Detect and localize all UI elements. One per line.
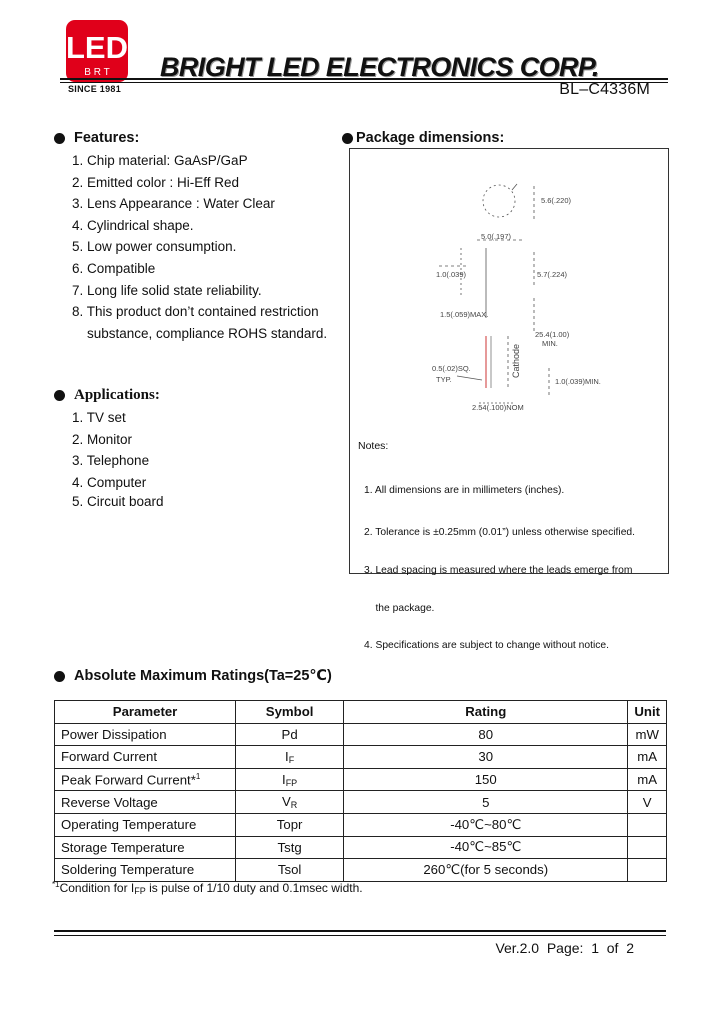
table-header-row [55,701,667,724]
rating-cell: 260℃(for 5 seconds) [344,859,628,882]
cathode-label: Cathode [511,343,521,378]
list-item: 1. TV set [72,410,126,425]
list-item: 2. Emitted color : Hi-Eff Red [72,174,240,190]
package-drawing [349,148,667,428]
svg-text:B R T: B R T [84,67,110,78]
symbol-cell: Topr [236,813,344,836]
bullet-icon [54,390,65,401]
unit-cell [628,859,667,882]
list-item: 4. Cylindrical shape. [72,217,194,233]
list-item: 1. Chip material: GaAsP/GaP [72,153,248,168]
package-title: Package dimensions: [356,130,505,146]
rating-cell: -40℃~80℃ [344,813,628,836]
notes-title: Notes: [358,440,389,452]
param-cell: Soldering Temperature [55,859,236,882]
unit-cell [628,813,667,836]
param-cell: Reverse Voltage [55,791,236,814]
dim-label: 2.54(.100)NOM [472,403,524,412]
unit-cell [628,836,667,859]
note-item: 2. Tolerance is ±0.25mm (0.01”) unless otherwise specified. [364,526,636,538]
rating-cell: 30 [344,746,628,769]
applications-title: Applications: [74,387,160,403]
company-name: BRIGHT LED ELECTRONICS CORP. [160,52,599,82]
rating-cell: 150 [344,768,628,791]
dim-label: 5.7(.224) [537,270,568,279]
table-row [55,859,667,882]
dim-label: 5.0(.197) [481,232,512,241]
list-item: 8. This product don’t contained restriction [72,304,319,320]
column-header: Parameter [55,701,236,724]
symbol-cell: $I_F$ [236,746,344,769]
lens-top-view [483,185,515,217]
bullet-icon [54,671,65,682]
features-list [72,150,327,344]
rating-cell: 80 [344,723,628,746]
table-row [55,723,667,746]
param-cell: Peak Forward Current*$^1$ [55,768,236,791]
footer-rule-thin [54,935,666,936]
header-rule [60,78,668,80]
rating-cell: 5 [344,791,628,814]
list-item: 3. Telephone [72,453,150,469]
ratings-heading [54,668,332,684]
symbol-cell: Pd [236,723,344,746]
dim-label: 1.0(.039)MIN. [555,377,601,386]
list-item: 7. Long life solid state reliability. [72,282,262,298]
list-item: substance, compliance ROHS standard. [72,325,328,341]
bullet-icon [54,133,65,144]
bullet-icon [342,133,353,144]
column-header: Unit [628,701,667,724]
symbol-cell: Tsol [236,859,344,882]
table-footnote: $^{*1}$Condition for $I_{FP}$ is pulse of 1/10 duty and 0.1msec width. [52,880,363,896]
applications-list [72,407,164,510]
param-cell: Forward Current [55,746,236,769]
list-item: 4. Computer [72,474,147,490]
table-row [55,813,667,836]
dim-label: 25.4(1.00) [535,330,570,339]
column-header: Symbol [236,701,344,724]
dim-label: 1.0(.039) [436,270,467,279]
dim-label: TYP. [436,375,452,384]
dim-label: MIN. [542,339,558,348]
svg-text:LED: LED [66,30,128,65]
table-row [55,836,667,859]
unit-cell: mA [628,746,667,769]
features-heading [54,130,139,146]
unit-cell: mW [628,723,667,746]
list-item: 5. Circuit board [72,494,164,510]
note-item: the package. [364,602,435,614]
ratings-table [54,700,667,882]
part-number: BL–C4336M [559,81,650,98]
param-cell: Power Dissipation [55,723,236,746]
column-header: Rating [344,701,628,724]
dim-label: 0.5(.02)SQ. [432,364,471,373]
dim-label: 5.6(.220) [541,196,572,205]
symbol-cell: $I_{FP}$ [236,768,344,791]
applications-heading [54,387,160,404]
list-item: 3. Lens Appearance : Water Clear [72,196,275,212]
list-item: 6. Compatible [72,260,156,276]
note-item: 1. All dimensions are in millimeters (inches). [364,485,565,497]
table-row [55,791,667,814]
param-cell: Operating Temperature [55,813,236,836]
company-logo [66,20,128,82]
rating-cell: -40℃~85℃ [344,836,628,859]
dim-label: 1.5(.059)MAX. [440,310,489,319]
note-item: 4. Specifications are subject to change without notice. [364,640,609,652]
footer-rule [54,930,666,932]
list-item: 2. Monitor [72,431,133,447]
unit-cell: V [628,791,667,814]
symbol-cell: Tstg [236,836,344,859]
features-title: Features: [74,130,140,146]
symbol-cell: $V_R$ [236,791,344,814]
unit-cell: mA [628,768,667,791]
page-indicator: Ver.2.0 Page: 1 of 2 [495,940,634,956]
table-row [55,768,667,791]
ratings-title: Absolute Maximum Ratings(Ta=25℃) [74,668,332,684]
notes-list [364,460,635,666]
table-row [55,746,667,769]
package-heading [342,130,504,146]
note-item: 3. Lead spacing is measured where the leads emerge from [364,564,633,576]
list-item: 5. Low power consumption. [72,239,237,255]
since-label: SINCE 1981 [68,84,122,94]
param-cell: Storage Temperature [55,836,236,859]
